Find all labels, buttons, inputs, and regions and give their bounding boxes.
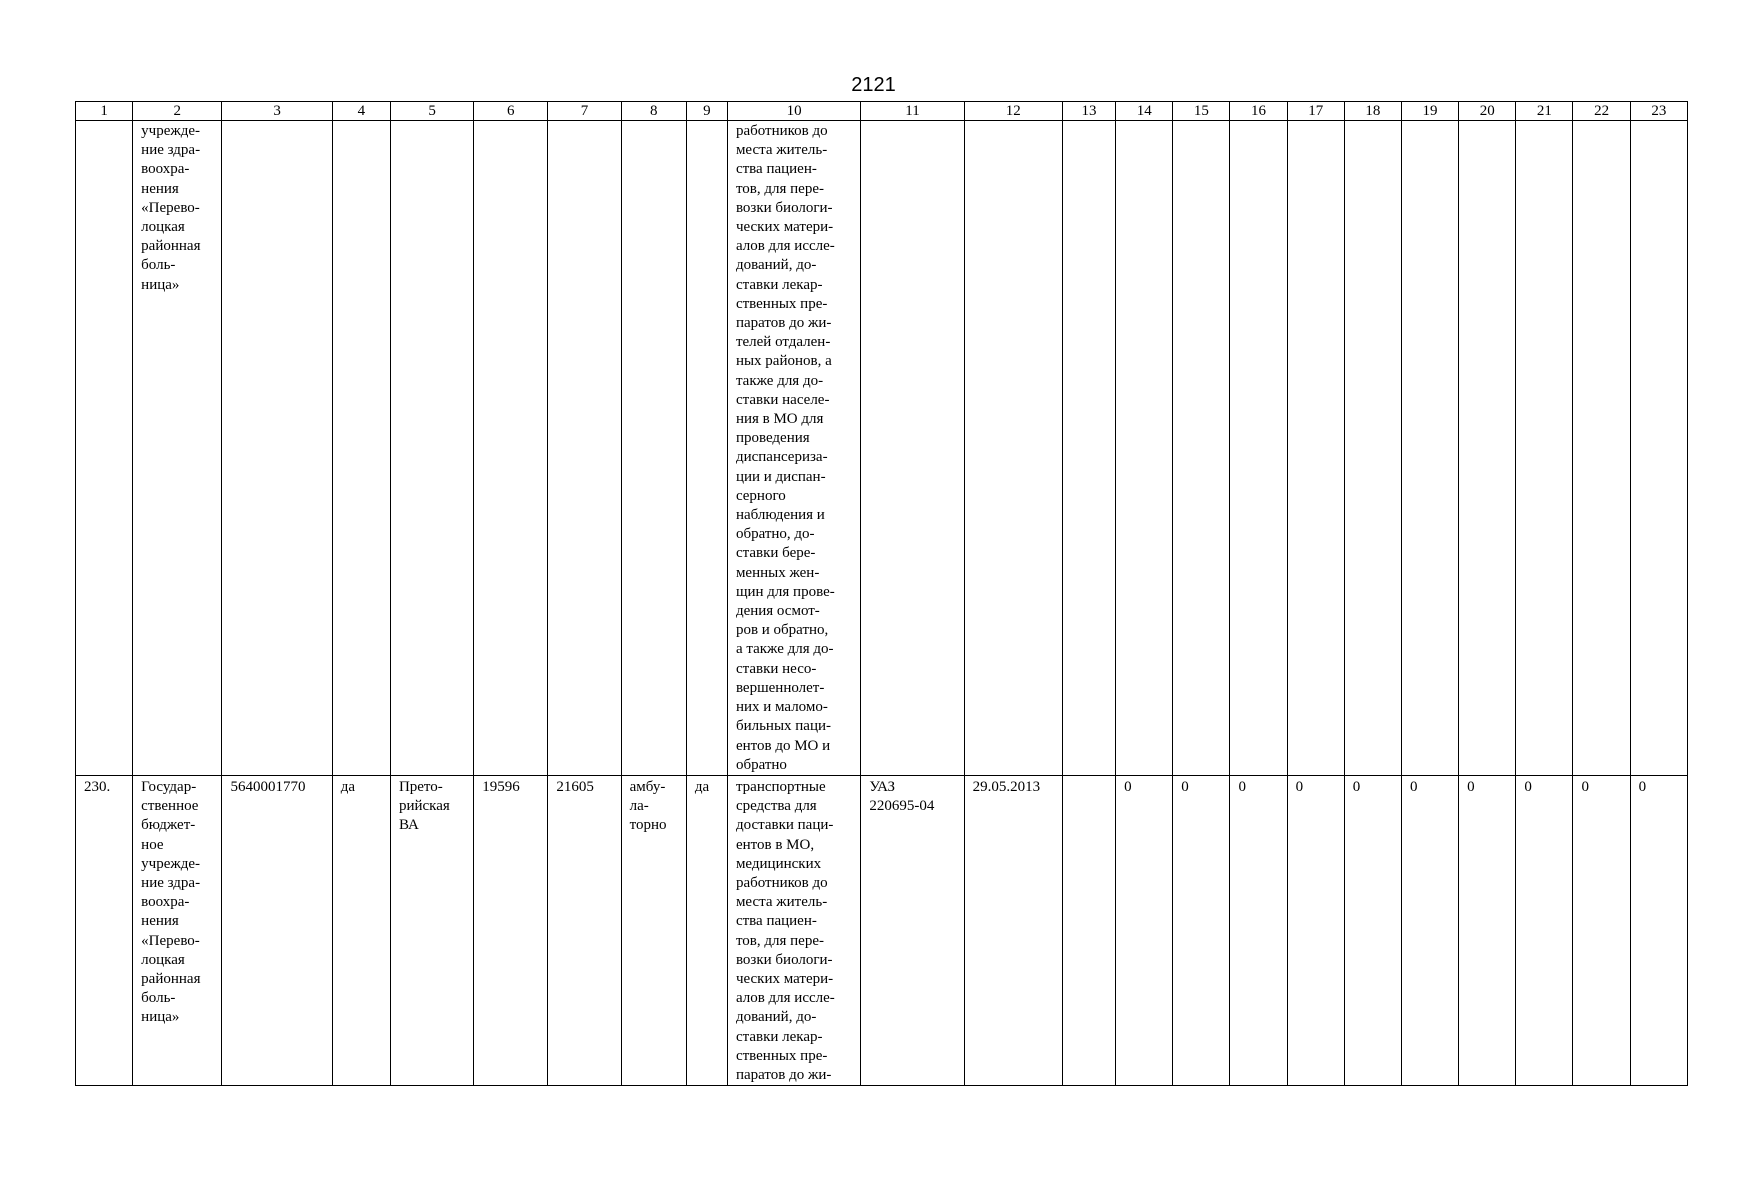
column-header: 18 <box>1344 102 1401 121</box>
column-header: 14 <box>1116 102 1173 121</box>
table-cell: работников до места житель- ства пациен- тов, для пере- возки биологи- ческих матери- алов для иссле- дований, до- ставки лекар- ственных пре- паратов до жи- телей отдален- ных районов, а также для до- ставки населе- ния в МО для проведения диспансериза- ции и диспан- серного наблюдения и обратно, до- ставки бере- менных жен- щин для прове- дения осмот- ров и обратно, а также для до- ставки несо- вершеннолет- них и маломо- бильных паци- ентов до МО и обратно <box>727 121 860 776</box>
table-cell: да <box>332 775 390 1085</box>
table-cell <box>1344 121 1401 776</box>
table-cell: Государ- ственное бюджет- ное учрежде- ние здра- воохра- нения «Перево- лоцкая районная боль- ница» <box>133 775 222 1085</box>
table-cell: 0 <box>1230 775 1287 1085</box>
table-cell <box>1459 121 1516 776</box>
table-cell: 19596 <box>474 775 548 1085</box>
table-cell: 0 <box>1116 775 1173 1085</box>
table-cell: 5640001770 <box>222 775 332 1085</box>
table-cell <box>390 121 473 776</box>
column-header: 17 <box>1287 102 1344 121</box>
table-cell: 0 <box>1573 775 1630 1085</box>
table-cell <box>1116 121 1173 776</box>
table-cell <box>621 121 686 776</box>
table-cell: 29.05.2013 <box>964 775 1062 1085</box>
column-header: 11 <box>861 102 964 121</box>
column-header: 20 <box>1459 102 1516 121</box>
column-header: 7 <box>548 102 621 121</box>
column-header: 21 <box>1516 102 1573 121</box>
column-header: 12 <box>964 102 1062 121</box>
table-cell: 0 <box>1459 775 1516 1085</box>
table-cell: транспортные средства для доставки паци- ентов в МО, медицинских работников до места житель- ства пациен- тов, для пере- возки биологи- ческих матери- алов для иссле- дований, до- ставки лекар- ственных пре- паратов до жи- <box>727 775 860 1085</box>
table-cell <box>1573 121 1630 776</box>
column-header: 16 <box>1230 102 1287 121</box>
table-cell <box>1062 121 1115 776</box>
data-table <box>75 101 1688 1086</box>
table-cell <box>686 121 727 776</box>
column-header: 13 <box>1062 102 1115 121</box>
table-cell: 0 <box>1516 775 1573 1085</box>
table-cell <box>1062 775 1115 1085</box>
table-cell <box>861 121 964 776</box>
table-cell <box>1516 121 1573 776</box>
column-header: 10 <box>727 102 860 121</box>
column-header: 23 <box>1630 102 1687 121</box>
header-row <box>76 102 1688 121</box>
table-cell <box>1230 121 1287 776</box>
column-header: 15 <box>1173 102 1230 121</box>
table-cell: 0 <box>1344 775 1401 1085</box>
table-cell <box>1630 121 1687 776</box>
table-cell <box>76 121 133 776</box>
column-header: 8 <box>621 102 686 121</box>
table-cell: учрежде- ние здра- воохра- нения «Перево- лоцкая районная боль- ница» <box>133 121 222 776</box>
table-cell: 0 <box>1630 775 1687 1085</box>
column-header: 6 <box>474 102 548 121</box>
column-header: 19 <box>1401 102 1458 121</box>
table-cell: да <box>686 775 727 1085</box>
table-row <box>76 121 1688 776</box>
column-header: 4 <box>332 102 390 121</box>
table-cell: 230. <box>76 775 133 1085</box>
table-cell <box>1287 121 1344 776</box>
column-header: 2 <box>133 102 222 121</box>
table-cell: амбу- ла- торно <box>621 775 686 1085</box>
table-cell <box>474 121 548 776</box>
table-cell <box>548 121 621 776</box>
table-cell <box>222 121 332 776</box>
table-cell <box>332 121 390 776</box>
table-cell: 0 <box>1287 775 1344 1085</box>
table-cell: УАЗ 220695-04 <box>861 775 964 1085</box>
table-cell: 0 <box>1173 775 1230 1085</box>
table-cell <box>1173 121 1230 776</box>
table-cell: Прето- рийская ВА <box>390 775 473 1085</box>
page-number: 2121 <box>851 74 896 96</box>
table-cell: 0 <box>1401 775 1458 1085</box>
table-row <box>76 775 1688 1085</box>
column-header: 22 <box>1573 102 1630 121</box>
column-header: 1 <box>76 102 133 121</box>
table-cell <box>1401 121 1458 776</box>
table-cell: 21605 <box>548 775 621 1085</box>
table-cell <box>964 121 1062 776</box>
column-header: 9 <box>686 102 727 121</box>
column-header: 3 <box>222 102 332 121</box>
column-header: 5 <box>390 102 473 121</box>
